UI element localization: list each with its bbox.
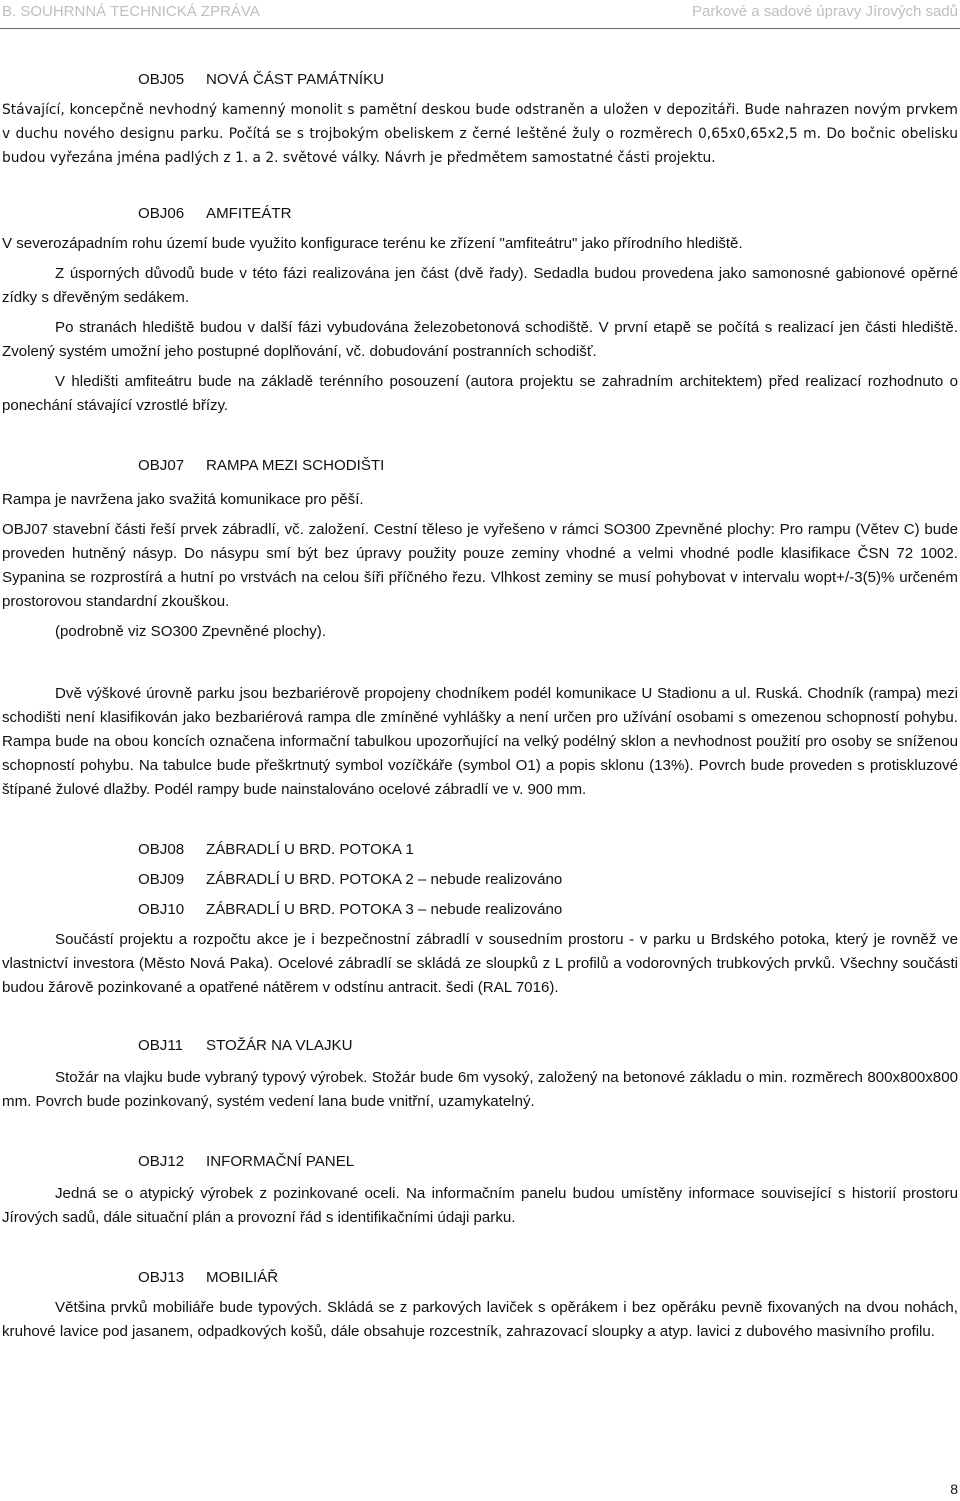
page-header	[0, 0, 960, 29]
section-heading-obj12	[138, 1150, 958, 1174]
paragraph: Součástí projektu a rozpočtu akce je i bezpečnostní zábradlí v sousedním prostoru - v parku u Brdského potoka, který je rovněž ve vlastnictví investora (Město Nová Paka). Ocelové zábradlí se skládá ze sloupků z L profilů a vodorovných trubkových prvků. Všechny součásti budou žárově pozinkované a opatřené nátěrem v odstínu antracit. šedi (RAL 7016).	[2, 931, 958, 996]
section-heading-obj05	[138, 68, 958, 92]
paragraph: Dvě výškové úrovně parku jsou bezbariérově propojeny chodníkem podél komunikace U Stadionu a ul. Ruská. Chodník (rampa) mezi schodišti není klasifikován jako bezbariérová rampa dle zmíněné vyhlášky a není určen pro užívání osobami s omezenou schopností pohybu. Rampa bude na obou koncích označena informační tabulkou upozorňující na velký podélný sklon a nevhodnost použití pro osoby se sníženou schopností pohybu. Na tabulce bude přeškrtnutý symbol vozíčkáře (symbol O1) a popis sklonu (13%). Povrch bude proveden s protiskluzové štípané žulové dlažby. Podél rampy bude nainstalováno ocelové zábradlí ve v. 900 mm.	[2, 685, 958, 798]
section-heading-obj06	[138, 202, 958, 226]
section-code: OBJ10	[138, 901, 185, 918]
section-code: OBJ11	[138, 1037, 184, 1054]
paragraph: Stávající, koncepčně nevhodný kamenný monolit s pamětní deskou bude odstraněn a uložen v depozitáři. Bude nahrazen novým prvkem v duchu nového designu parku. Počítá se s trojbokým obeliskem z černé leštěné žuly o rozměrech 0,65x0,65x2,5 m. Do bočnic obelisku budou vyřezána jména padlých z 1. a 2. světové války. Návrh je předmětem samostatné části projektu.	[2, 102, 958, 166]
paragraph: Většina prvků mobiliáře bude typových. Skládá se z parkových laviček s opěrákem i bez opěráku pevně fixovaných na dvou nohách, kruhové lavice pod jasanem, odpadkových košů, dále obsahuje rozcestník, zahrazovací sloupky a atyp. lavici z dubového masivního profilu.	[2, 1299, 958, 1340]
paragraph: Z úsporných důvodů bude v této fázi realizována jen část (dvě řady). Sedadla budou provedena jako samonosné gabionové opěrné zídky s dřevěným sedákem.	[2, 265, 958, 306]
section-heading-obj11	[138, 1034, 958, 1058]
paragraph: (podrobně viz SO300 Zpevněné plochy).	[55, 623, 327, 640]
section-title: MOBILIÁŘ	[206, 1269, 279, 1286]
paragraph: Stožár na vlajku bude vybraný typový výrobek. Stožár bude 6m vysoký, založený na betonové základu o min. rozměrech 800x800x800 mm. Povrch bude pozinkovaný, systém vedení lana bude vnitřní, uzamykatelný.	[2, 1069, 958, 1110]
section-title: NOVÁ ČÁST PAMÁTNÍKU	[206, 71, 385, 88]
section-code: OBJ09	[138, 871, 185, 888]
section-code: OBJ07	[138, 457, 185, 474]
section-title: ZÁBRADLÍ U BRD. POTOKA 3 – nebude realizováno	[206, 901, 563, 918]
section-code: OBJ05	[138, 71, 185, 88]
section-heading-obj08	[138, 838, 958, 862]
paragraph: OBJ07 stavební části řeší prvek zábradlí, vč. založení. Cestní těleso je vyřešeno v rámci SO300 Zpevněné plochy: Pro rampu (Větev C) bude proveden hutněný násyp. Do násypu smí být bez úpravy použity pouze zeminy vhodné a velmi vhodné podle klasifikace ČSN 72 1002. Sypanina se rozprostírá a hutní po vrstvách na celou šíři příčného řezu. Vlhkost zeminy se musí pohybovat v intervalu wopt+/-3(5)% určeném prostorovou standardní zkouškou.	[2, 521, 958, 610]
section-heading-obj07	[138, 454, 958, 478]
document-body	[2, 68, 958, 1344]
header-project-title: Parkové a sadové úpravy Jírových sadů	[692, 3, 958, 20]
header-document-section: B. SOUHRNNÁ TECHNICKÁ ZPRÁVA	[2, 3, 260, 20]
paragraph: V severozápadním rohu území bude využito konfigurace terénu ke zřízení "amfiteátru" jako přírodního hlediště.	[2, 235, 743, 252]
section-title: INFORMAČNÍ PANEL	[206, 1153, 355, 1170]
section-title: STOŽÁR NA VLAJKU	[206, 1037, 353, 1054]
section-title: ZÁBRADLÍ U BRD. POTOKA 1	[206, 841, 414, 858]
section-code: OBJ13	[138, 1269, 185, 1286]
paragraph: V hledišti amfiteátru bude na základě terénního posouzení (autora projektu se zahradním architektem) před realizací rozhodnuto o ponechání stávající vzrostlé břízy.	[2, 373, 958, 414]
section-title: AMFITEÁTR	[206, 205, 292, 222]
section-heading-obj13	[138, 1266, 958, 1290]
section-code: OBJ08	[138, 841, 185, 858]
section-heading-obj09	[138, 868, 958, 892]
section-code: OBJ12	[138, 1153, 185, 1170]
section-title: RAMPA MEZI SCHODIŠTI	[206, 457, 385, 474]
section-title: ZÁBRADLÍ U BRD. POTOKA 2 – nebude realizováno	[206, 871, 563, 888]
page-number: 8	[950, 1481, 958, 1497]
paragraph: Jedná se o atypický výrobek z pozinkované oceli. Na informačním panelu budou umístěny informace související s historií prostoru Jírových sadů, dále situační plán a provozní řád s identifikačními údaji parku.	[2, 1185, 958, 1226]
paragraph: Rampa je navržena jako svažitá komunikace pro pěší.	[2, 491, 364, 508]
paragraph: Po stranách hlediště budou v další fázi vybudována železobetonová schodiště. V první etapě se počítá s realizací jen části hlediště. Zvolený systém umožní jeho postupné doplňování, vč. dobudování postranních schodišť.	[2, 319, 958, 360]
section-code: OBJ06	[138, 205, 185, 222]
section-heading-obj10	[138, 898, 958, 922]
